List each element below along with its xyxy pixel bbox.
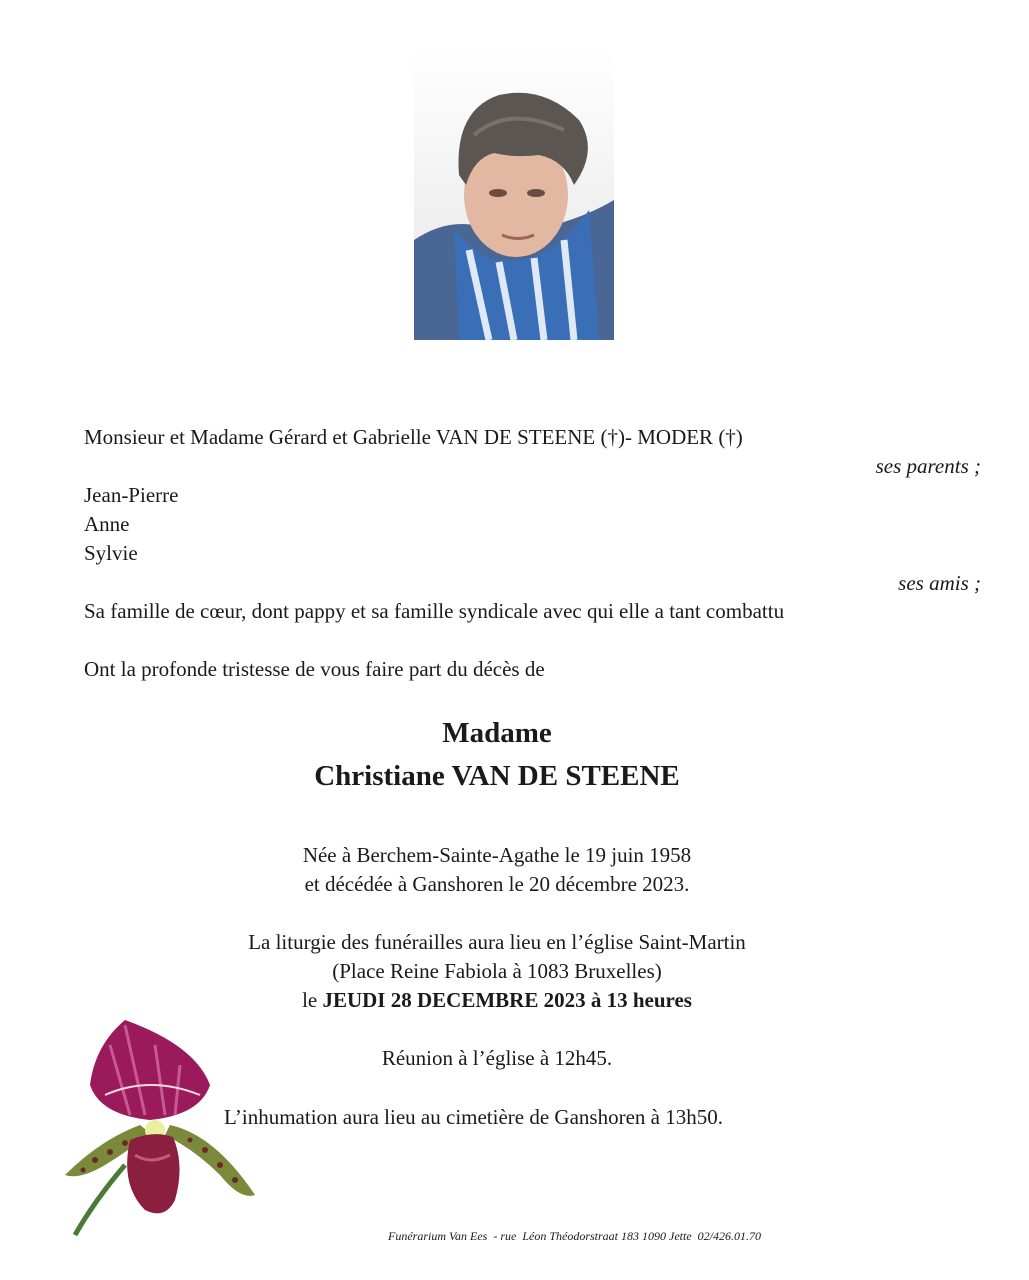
- deceased-name: Christiane VAN DE STEENE: [314, 760, 680, 792]
- friend-name: Anne: [84, 512, 130, 536]
- parents-role: ses parents ;: [875, 454, 981, 478]
- friends-role: ses amis ;: [898, 571, 981, 595]
- deceased-title: Madame: [442, 717, 552, 749]
- funeral-date: JEUDI 28 DECEMBRE 2023 à 13 heures: [322, 988, 692, 1012]
- address-line: (Place Reine Fabiola à 1083 Bruxelles): [332, 959, 662, 983]
- birth-line: Née à Berchem-Sainte-Agathe le 19 juin 1958: [302, 843, 692, 867]
- announcement-line: Ont la profonde tristesse de vous faire part du décès de: [84, 657, 545, 681]
- burial-line: L’inhumation aura lieu au cimetière de Ganshoren à 13h50.: [224, 1105, 723, 1129]
- liturgy-line: La liturgie des funérailles aura lieu en l’église Saint-Martin: [248, 930, 746, 954]
- meeting-line: Réunion à l’église à 12h45.: [381, 1046, 613, 1070]
- heart-family-line: Sa famille de cœur, dont pappy et sa famille syndicale avec qui elle a tant combattu: [84, 599, 785, 623]
- friend-name: Sylvie: [84, 541, 138, 565]
- orchid-icon: [55, 1015, 270, 1240]
- date-prefix: le: [302, 988, 323, 1012]
- funeral-date-line: [0, 987, 994, 1013]
- portrait-photo: [414, 50, 614, 340]
- funeral-home-footer: Funérarium Van Ees - rue Léon Théodorstraat 183 1090 Jette 02/426.01.70: [388, 1229, 761, 1243]
- parents-line: Monsieur et Madame Gérard et Gabrielle VAN DE STEENE (†)- MODER (†): [84, 425, 743, 449]
- death-line: et décédée à Ganshoren le 20 décembre 2023.: [304, 872, 690, 896]
- friend-name: Jean-Pierre: [84, 483, 179, 507]
